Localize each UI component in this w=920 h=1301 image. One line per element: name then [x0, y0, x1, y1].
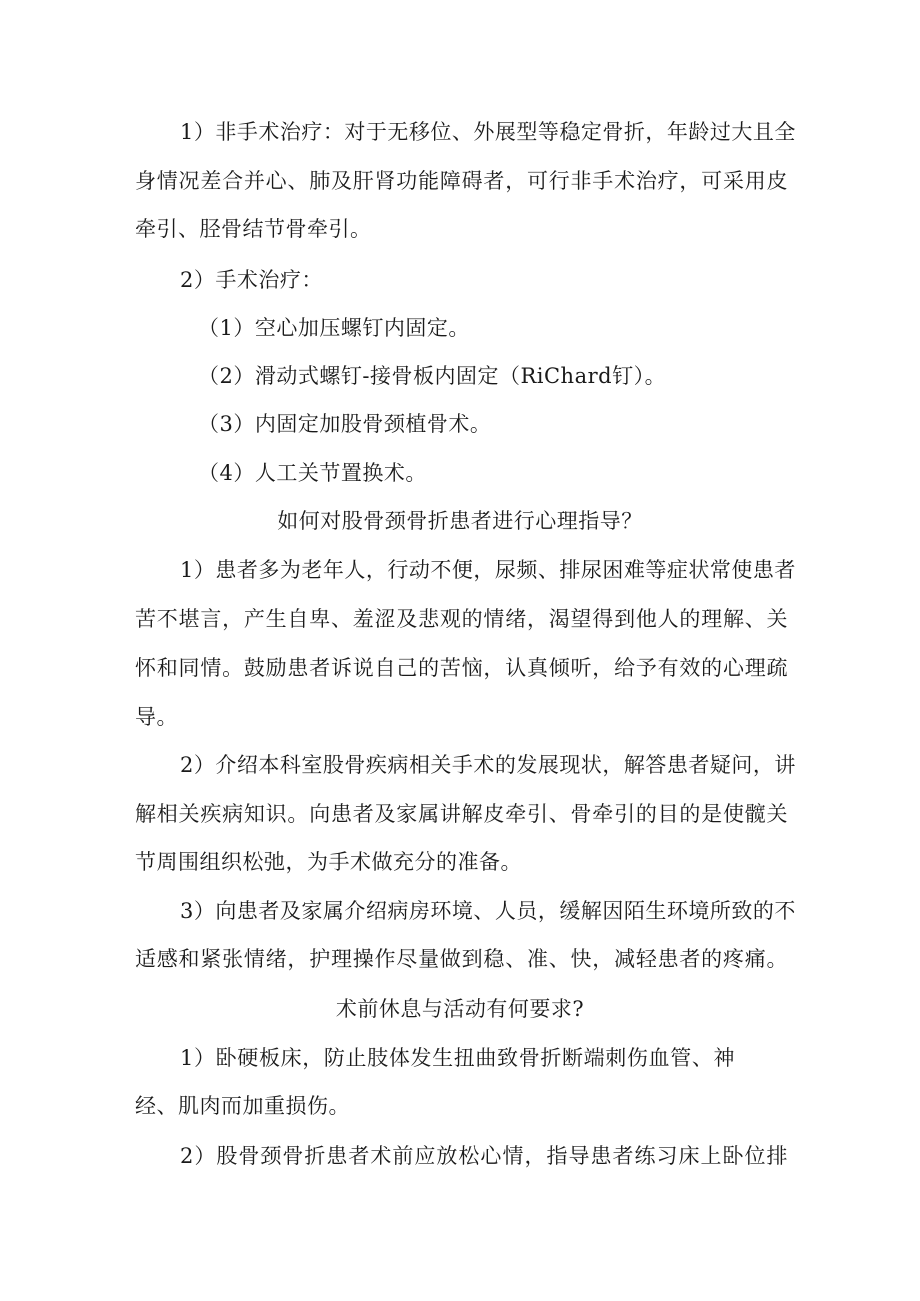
- psychological-guidance-heading: 如何对股骨颈骨折患者进行心理指导？: [277, 509, 643, 533]
- nonsurgical-treatment-line-3: 牵引、胫骨结节骨牵引。: [135, 217, 372, 241]
- guidance-p3-line-1: 3）向患者及家属介绍病房环境、人员，缓解因陌生环境所致的不: [180, 899, 796, 923]
- surgical-option-1: （1）空心加压螺钉内固定。: [198, 316, 470, 340]
- guidance-p2-line-3: 节周围组织松弛，为手术做充分的准备。: [135, 850, 522, 874]
- guidance-p1-line-4: 导。: [135, 705, 178, 729]
- guidance-p2-line-2: 解相关疾病知识。向患者及家属讲解皮牵引、骨牵引的目的是使髋关: [135, 802, 788, 826]
- surgical-option-4: （4）人工关节置换术。: [198, 461, 427, 485]
- guidance-p3-line-2: 适感和紧张情绪，护理操作尽量做到稳、准、快，减轻患者的疼痛。: [135, 947, 788, 971]
- guidance-p1-line-1: 1）患者多为老年人，行动不便，尿频、排尿困难等症状常使患者: [180, 558, 796, 582]
- surgical-treatment-label: 2）手术治疗：: [180, 268, 323, 292]
- preop-p1-line-2: 经、肌肉而加重损伤。: [135, 1094, 350, 1118]
- surgical-option-2: （2）滑动式螺钉-接骨板内固定（RiChard钉）。: [198, 364, 667, 388]
- preop-rest-heading: 术前休息与活动有何要求?: [335, 997, 585, 1021]
- guidance-p1-line-3: 怀和同情。鼓励患者诉说自己的苦恼，认真倾听，给予有效的心理疏: [135, 656, 788, 680]
- guidance-p1-line-2: 苦不堪言，产生自卑、羞涩及悲观的情绪，渴望得到他人的理解、关: [135, 607, 788, 631]
- guidance-p2-line-1: 2）介绍本科室股骨疾病相关手术的发展现状，解答患者疑问，讲: [180, 753, 796, 777]
- nonsurgical-treatment-line-1: 1）非手术治疗：对于无移位、外展型等稳定骨折，年龄过大且全: [180, 120, 796, 144]
- preop-p1-line-1: 1）卧硬板床，防止肢体发生扭曲致骨折断端刺伤血管、神: [180, 1046, 735, 1070]
- nonsurgical-treatment-line-2: 身情况差合并心、肺及肝肾功能障碍者，可行非手术治疗，可采用皮: [135, 169, 788, 193]
- surgical-option-3: （3）内固定加股骨颈植骨术。: [198, 412, 492, 436]
- preop-p2-line-1: 2）股骨颈骨折患者术前应放松心情，指导患者练习床上卧位排: [180, 1144, 788, 1168]
